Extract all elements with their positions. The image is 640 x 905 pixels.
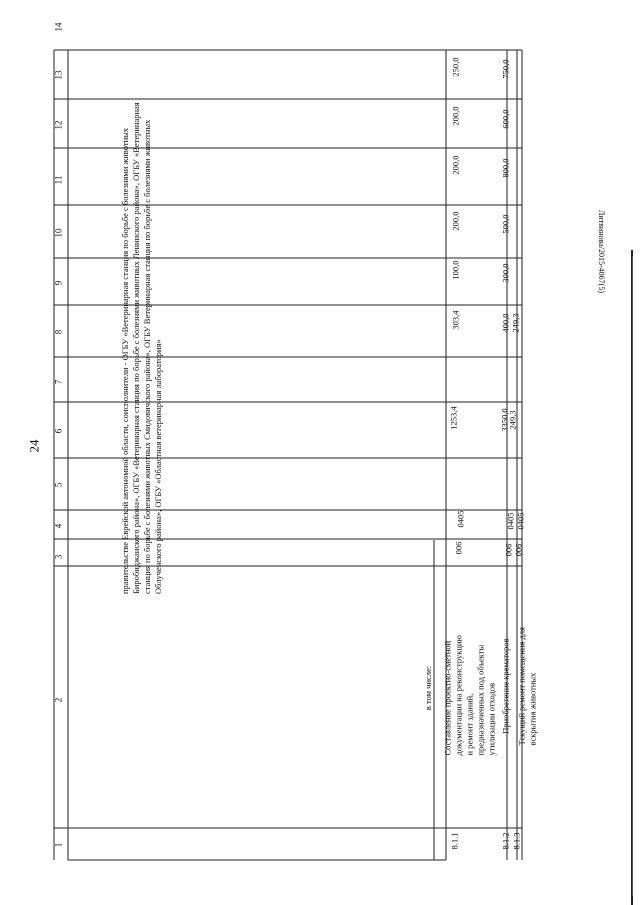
row-8-1-2-c12: 800,0	[500, 158, 511, 178]
main-c13: 200,0	[450, 106, 461, 126]
row-8-1-2-c9: 400,0	[500, 313, 511, 333]
row-8-1-3-c7: 249,3	[507, 410, 518, 430]
row-8-1-2-c13: 600,0	[500, 109, 511, 129]
col-header-3: 3	[53, 554, 64, 560]
col-header-14: 14	[53, 22, 64, 32]
row-8-1-2-c4: 006	[503, 543, 514, 557]
row-8-1-3-num: 8.1.3	[511, 832, 522, 850]
row-8-1-2-c5: 0405	[505, 512, 516, 530]
main-c9: 303,4	[450, 310, 461, 330]
col-header-4: 4	[53, 523, 64, 529]
col-header-7: 7	[53, 379, 64, 385]
in-that-number: в том числе:	[423, 665, 434, 711]
main-c7: 1253,4	[448, 406, 459, 430]
row-8-1-2-name: Приобретение крематоров	[500, 638, 511, 734]
main-c10: 100,0	[450, 260, 461, 280]
main-c4: 006	[453, 541, 464, 555]
row-8-1-3-c5: 0405	[515, 512, 526, 530]
col-header-5: 5	[53, 482, 64, 488]
main-c11: 200,0	[450, 211, 461, 231]
main-c5: 0405	[455, 510, 466, 528]
col-header-12: 12	[53, 120, 64, 130]
row-8-1-2-c11: 500,0	[500, 214, 511, 234]
main-c14: 250,0	[450, 57, 461, 77]
executor-text: правительстве Еврейской автономной области, соисполнители - ОГБУ «Ветеринарная станция по борьбе с болезнями животных Биробиджанского района», ОГБУ «Ветеринарная станция по борьбе с болезнями животных Ленинского района», ОГБУ «Ветеринарная станция по борьбе с болезнями животных Смидовичского района», ОГБУ Ветеринарная станция по борьбе с болезнями животных Облученского района», ОГБУ «Областная ветеринарная лаборатория»	[120, 102, 163, 594]
footer-code: Литвинова/2015-4067(5)	[597, 210, 606, 293]
row-8-1-2-c7: 3350,0	[499, 408, 510, 432]
col-header-13: 13	[53, 70, 64, 80]
col-header-10: 10	[53, 228, 64, 238]
row-8-1-2-c10: 300,0	[500, 263, 511, 283]
row-8-1-2-num: 8.1.2	[500, 832, 511, 850]
main-c12: 200,0	[450, 155, 461, 175]
col-header-8: 8	[53, 329, 64, 335]
row-8-1-2-c14: 750,0	[500, 59, 511, 79]
executor-text-b	[168, 98, 192, 594]
page-number: 24	[26, 439, 42, 453]
col-header-2: 2	[53, 697, 64, 703]
row-8-1-3-c9: 249,3	[510, 313, 521, 333]
col-header-9: 9	[53, 280, 64, 286]
col-header-1: 1	[53, 842, 64, 848]
col-header-11: 11	[53, 175, 64, 185]
row-8-1-1-name: Составление проектно-сметной документации на реконструкцию и ремонт зданий, предназначенных под объекты утилизации отходов	[442, 635, 497, 756]
row-8-1-3-c4: 006	[513, 543, 524, 557]
row-8-1-1-num: 8.1.1	[449, 832, 460, 850]
row-8-1-3-name: Текущий ремонт помещения для вскрытия животных	[516, 627, 538, 746]
col-header-6: 6	[53, 428, 64, 434]
